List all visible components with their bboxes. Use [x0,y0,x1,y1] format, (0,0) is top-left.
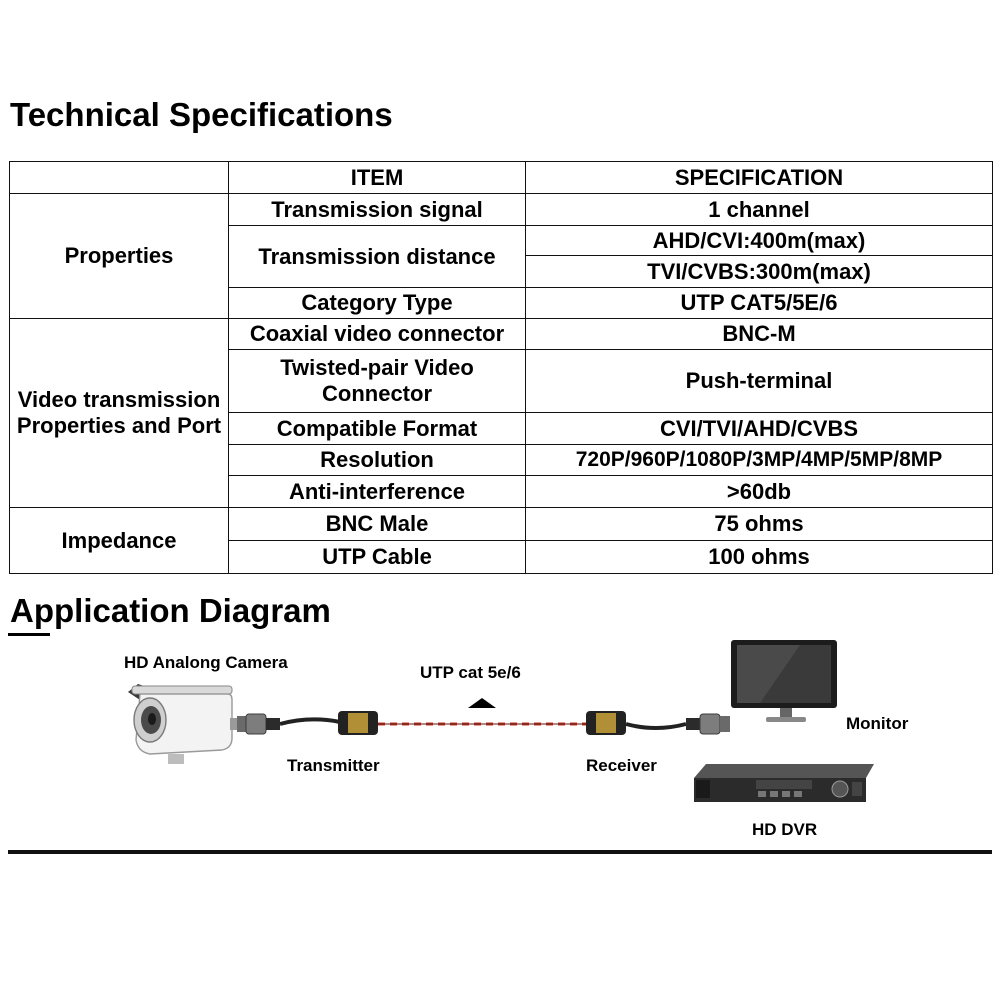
dvr-icon [694,764,874,802]
item-coaxial-connector: Coaxial video connector [229,319,526,350]
item-utp-cable: UTP Cable [229,541,526,574]
camera-label: HD Analong Camera [124,653,288,672]
spec-transmission-distance-2: TVI/CVBS:300m(max) [526,256,993,288]
spec-utp-cable: 100 ohms [526,541,993,574]
item-category-type: Category Type [229,288,526,319]
spec-coaxial-connector: BNC-M [526,319,993,350]
receiver-label: Receiver [586,756,657,775]
spec-twisted-pair: Push-terminal [526,350,993,413]
monitor-label: Monitor [846,714,909,733]
monitor-icon [731,640,837,722]
spec-title: Technical Specifications [10,96,393,133]
arrow-up-icon [468,698,496,708]
bottom-divider [8,850,992,854]
spec-category-type: UTP CAT5/5E/6 [526,288,993,319]
transmitter-assembly [237,711,378,735]
item-resolution: Resolution [229,445,526,476]
spec-anti-interference: >60db [526,476,993,508]
camera-icon [128,684,238,764]
item-twisted-pair: Twisted-pair Video Connector [229,350,526,413]
item-transmission-distance: Transmission distance [229,226,526,288]
application-diagram-title: Application Diagram [10,592,331,629]
spec-transmission-signal: 1 channel [526,194,993,226]
item-anti-interference: Anti-interference [229,476,526,508]
header-specification: SPECIFICATION [526,162,993,194]
spec-resolution: 720P/960P/1080P/3MP/4MP/5MP/8MP [526,445,993,476]
transmitter-label: Transmitter [287,756,380,775]
item-bnc-male: BNC Male [229,508,526,541]
item-compatible-format: Compatible Format [229,413,526,445]
spec-transmission-distance-1: AHD/CVI:400m(max) [526,226,993,256]
dvr-label: HD DVR [752,820,818,839]
receiver-assembly [586,711,730,735]
cable-label: UTP cat 5e/6 [420,663,521,682]
spec-bnc-male: 75 ohms [526,508,993,541]
group-video-transmission: Video transmission Properties and Port [10,319,229,508]
item-transmission-signal: Transmission signal [229,194,526,226]
group-impedance: Impedance [10,508,229,574]
spec-compatible-format: CVI/TVI/AHD/CVBS [526,413,993,445]
header-item: ITEM [229,162,526,194]
group-properties: Properties [10,194,229,319]
